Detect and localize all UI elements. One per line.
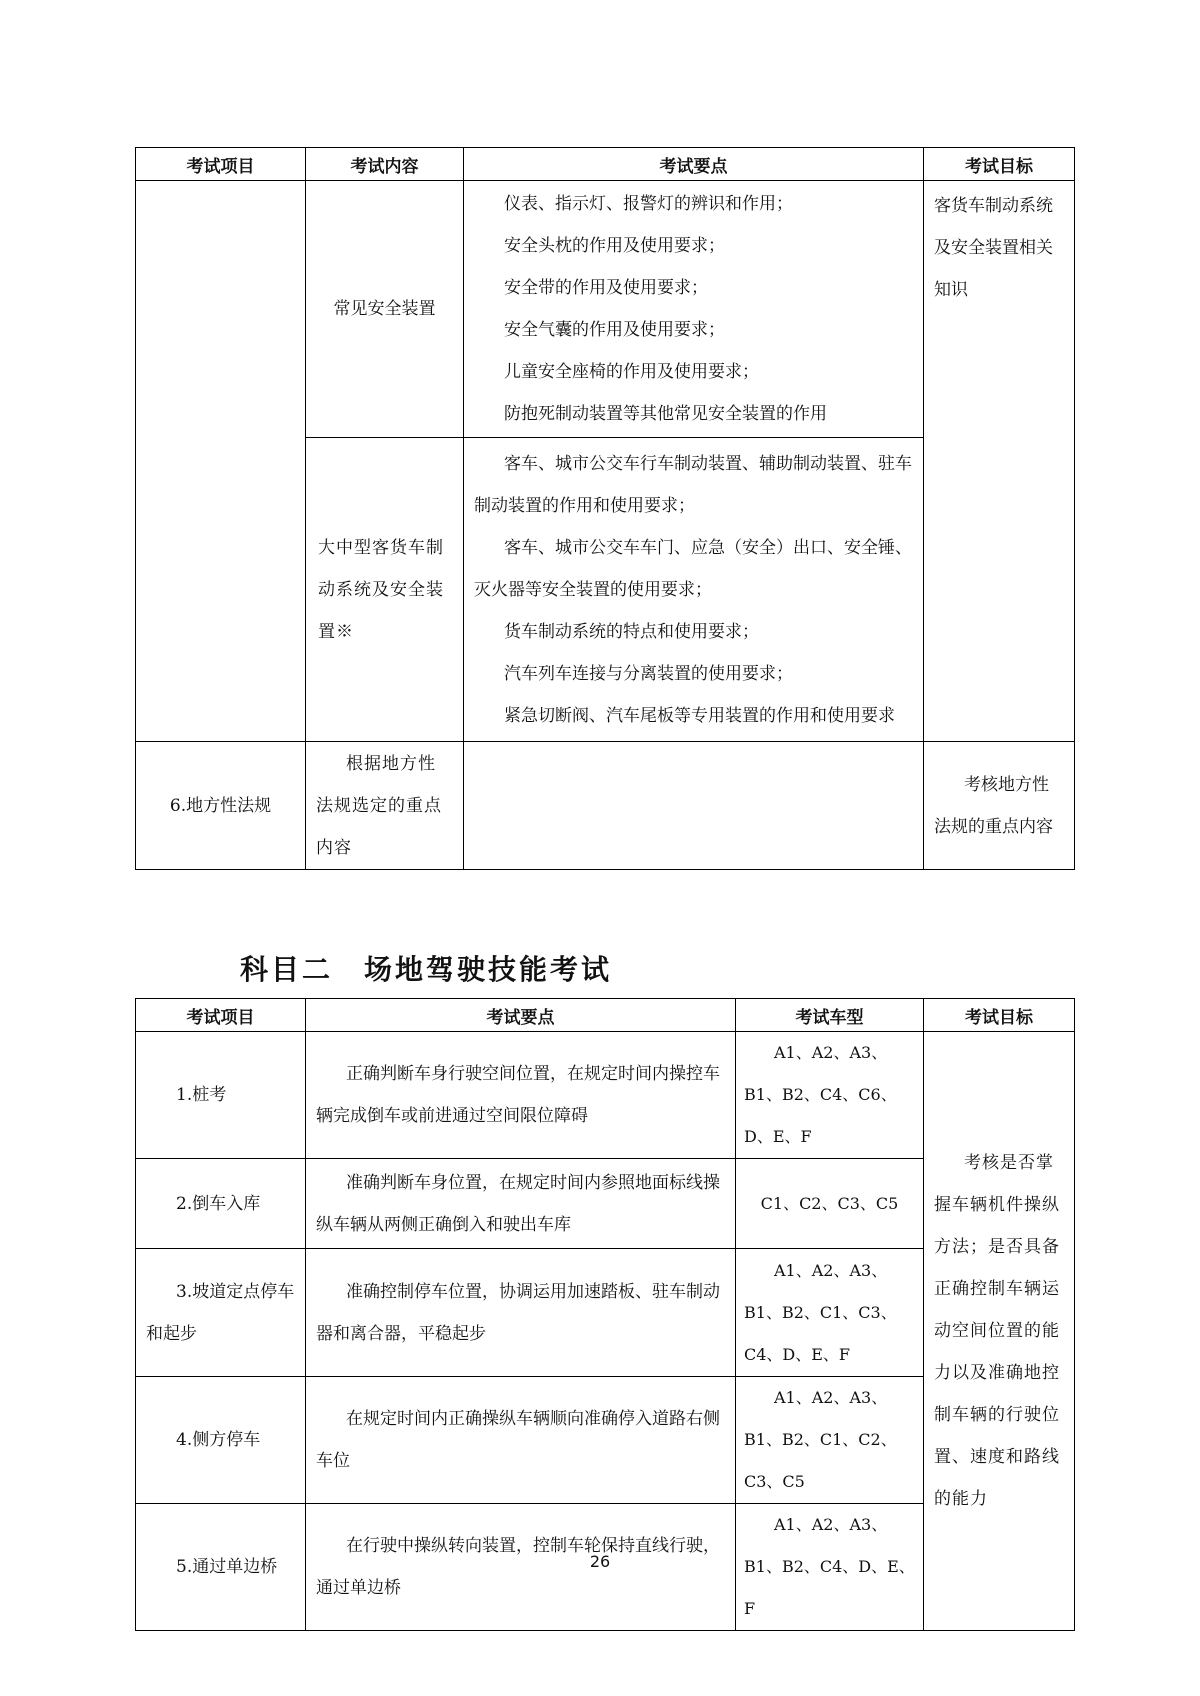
table-row bbox=[136, 1032, 1075, 1159]
exam-content-cell: 根据地方性法规选定的重点内容 bbox=[306, 742, 464, 870]
list-item: 汽车列车连接与分离装置的使用要求； bbox=[504, 663, 793, 684]
exam-item-cell: 1.桩考 bbox=[136, 1032, 306, 1159]
list-item: 防抱死制动装置等其他常见安全装置的作用 bbox=[504, 404, 827, 424]
vehicle-models-cell: C1、C2、C3、C5 bbox=[736, 1159, 924, 1249]
list-item: 儿童安全座椅的作用及使用要求； bbox=[504, 362, 759, 382]
exam-objective-cell: 客货车制动系统及安全装置相关知识 bbox=[924, 181, 1075, 742]
header-vehicle-models: 考试车型 bbox=[736, 999, 924, 1032]
table-header-row bbox=[136, 148, 1075, 181]
list-item: 客车、城市公交车行车制动装置、辅助制动装置、驻车制动装置的作用和使用要求； bbox=[474, 453, 912, 516]
list-item: 客车、城市公交车车门、应急（安全）出口、安全锤、灭火器等安全装置的使用要求； bbox=[474, 537, 912, 600]
page-number: 26 bbox=[589, 1552, 611, 1571]
table-header-row bbox=[136, 999, 1075, 1032]
table-row bbox=[136, 742, 1075, 870]
table-row bbox=[136, 181, 1075, 438]
list-item: 仪表、指示灯、报警灯的辨识和作用； bbox=[504, 194, 793, 214]
list-item: 紧急切断阀、汽车尾板等专用装置的作用和使用要求 bbox=[504, 705, 895, 726]
exam-table-subject-one bbox=[135, 147, 1075, 870]
exam-point-cell: 准确控制停车位置，协调运用加速踏板、驻车制动器和离合器，平稳起步 bbox=[306, 1249, 736, 1377]
exam-points-cell bbox=[464, 181, 924, 438]
list-item: 安全带的作用及使用要求； bbox=[504, 278, 708, 298]
section-title: 科目二 场地驾驶技能考试 bbox=[240, 953, 613, 986]
vehicle-models-cell: A1、A2、A3、B1、B2、C1、C3、C4、D、E、F bbox=[736, 1249, 924, 1377]
exam-point-cell: 准确判断车身位置，在规定时间内参照地面标线操纵车辆从两侧正确倒入和驶出车库 bbox=[306, 1159, 736, 1249]
list-item: 安全头枕的作用及使用要求； bbox=[504, 236, 725, 256]
exam-objective-cell: 考核地方性法规的重点内容 bbox=[924, 742, 1075, 870]
exam-item-cell: 3.坡道定点停车和起步 bbox=[136, 1249, 306, 1377]
exam-point-cell: 在规定时间内正确操纵车辆顺向准确停入道路右侧车位 bbox=[306, 1377, 736, 1504]
vehicle-models-cell: A1、A2、A3、B1、B2、C4、C6、D、E、F bbox=[736, 1032, 924, 1159]
exam-points-cell bbox=[464, 438, 924, 742]
header-exam-points: 考试要点 bbox=[306, 999, 736, 1032]
list-item: 安全气囊的作用及使用要求； bbox=[504, 320, 725, 340]
exam-point-cell: 在行驶中操纵转向装置，控制车轮保持直线行驶，通过单边桥 bbox=[306, 1504, 736, 1631]
exam-item-cell: 6.地方性法规 bbox=[136, 742, 306, 870]
vehicle-models-cell: A1、A2、A3、B1、B2、C1、C2、C3、C5 bbox=[736, 1377, 924, 1504]
header-exam-content: 考试内容 bbox=[306, 148, 464, 181]
header-exam-objective: 考试目标 bbox=[924, 999, 1075, 1032]
exam-points-cell-empty bbox=[464, 742, 924, 870]
header-exam-points: 考试要点 bbox=[464, 148, 924, 181]
list-item: 货车制动系统的特点和使用要求； bbox=[504, 621, 759, 642]
vehicle-models-cell: A1、A2、A3、B1、B2、C4、D、E、F bbox=[736, 1504, 924, 1631]
header-exam-item: 考试项目 bbox=[136, 148, 306, 181]
header-exam-item: 考试项目 bbox=[136, 999, 306, 1032]
header-exam-objective: 考试目标 bbox=[924, 148, 1075, 181]
exam-content-cell: 大中型客货车制动系统及安全装置※ bbox=[306, 438, 464, 742]
exam-table-subject-two bbox=[135, 998, 1075, 1631]
exam-item-cell-empty bbox=[136, 181, 306, 742]
exam-point-cell: 正确判断车身行驶空间位置，在规定时间内操控车辆完成倒车或前进通过空间限位障碍 bbox=[306, 1032, 736, 1159]
exam-item-cell: 5.通过单边桥 bbox=[136, 1504, 306, 1631]
exam-item-cell: 2.倒车入库 bbox=[136, 1159, 306, 1249]
exam-objective-cell: 考核是否掌握车辆机件操纵方法；是否具备正确控制车辆运动空间位置的能力以及准确地控制车辆的行驶位置、速度和路线的能力 bbox=[924, 1032, 1075, 1631]
exam-content-cell: 常见安全装置 bbox=[306, 181, 464, 438]
exam-item-cell: 4.侧方停车 bbox=[136, 1377, 306, 1504]
